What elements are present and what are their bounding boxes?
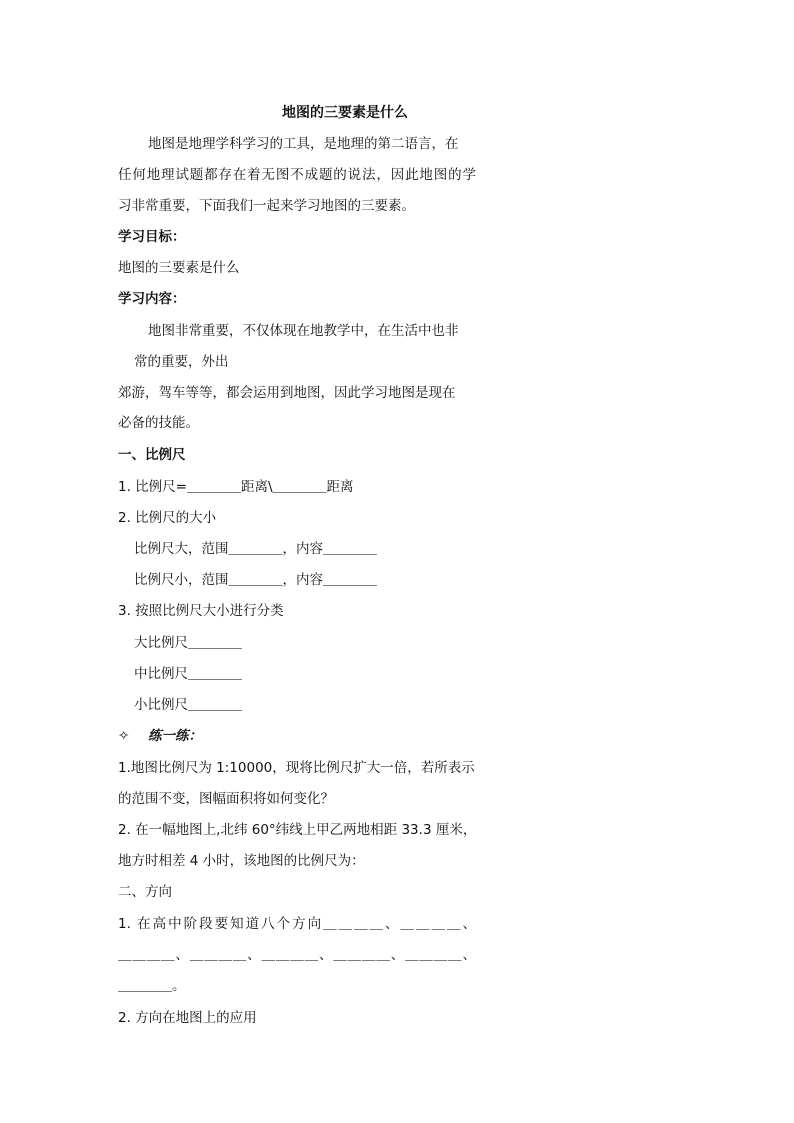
content-line-4: 必备的技能。 bbox=[118, 415, 199, 431]
intro-line-1: 地图是地理学科学习的工具，是地理的第二语言，在 bbox=[148, 136, 459, 152]
content-heading: 学习内容： bbox=[118, 291, 186, 307]
direction-line-4: 2. 方向在地图上的应用 bbox=[118, 1010, 257, 1026]
direction-line-1: 1. 在高中阶段要知道八个方向＿＿＿＿、＿＿＿＿、 bbox=[118, 916, 476, 932]
practice-heading bbox=[118, 726, 202, 746]
practice-label: 练一练： bbox=[148, 728, 202, 744]
document-title: 地图的三要素是什么 bbox=[282, 105, 408, 121]
scale-item-size: 2. 比例尺的大小 bbox=[118, 510, 217, 526]
scale-small-line: 比例尺小，范围＿＿＿＿，内容＿＿＿＿ bbox=[134, 572, 377, 588]
direction-line-2: ＿＿＿＿、＿＿＿＿、＿＿＿＿、＿＿＿＿、＿＿＿＿、 bbox=[118, 947, 476, 963]
content-line-1: 地图非常重要，不仅体现在地教学中，在生活中也非 bbox=[148, 323, 459, 339]
content-line-3: 郊游，驾车等等，都会运用到地图，因此学习地图是现在 bbox=[118, 385, 456, 401]
scale-large-line: 比例尺大，范围＿＿＿＿，内容＿＿＿＿ bbox=[134, 541, 377, 557]
intro-line-3: 习非常重要，下面我们一起来学习地图的三要素。 bbox=[118, 198, 415, 214]
goal-text: 地图的三要素是什么 bbox=[118, 260, 240, 276]
goal-heading: 学习目标： bbox=[118, 229, 186, 245]
content-line-2: 常的重要，外出 bbox=[134, 354, 229, 370]
practice-q2-line-1: 2. 在一幅地图上,北纬 60°纬线上甲乙两地相距 33.3 厘米， bbox=[118, 822, 477, 838]
practice-q1-line-1: 1.地图比例尺为 1:10000，现将比例尺扩大一倍，若所表示 bbox=[118, 760, 475, 776]
scale-item-classify: 3. 按照比例尺大小进行分类 bbox=[118, 603, 284, 619]
practice-q2-line-2: 地方时相差 4 小时，该地图的比例尺为： bbox=[118, 853, 365, 869]
diamond-star-icon: ✧ bbox=[118, 728, 130, 744]
direction-section-heading: 二、方向 bbox=[118, 884, 172, 900]
scale-class-small: 小比例尺＿＿＿＿ bbox=[134, 697, 242, 713]
direction-line-3: ＿＿＿＿。 bbox=[118, 978, 186, 994]
scale-section-heading: 一、比例尺 bbox=[118, 447, 186, 463]
scale-class-large: 大比例尺＿＿＿＿ bbox=[134, 635, 242, 651]
intro-line-2: 任何地理试题都存在着无图不成题的说法，因此地图的学 bbox=[118, 167, 476, 183]
scale-item-formula: 1. 比例尺=＿＿＿＿距离\＿＿＿＿距离 bbox=[118, 479, 354, 495]
scale-class-medium: 中比例尺＿＿＿＿ bbox=[134, 666, 242, 682]
practice-q1-line-2: 的范围不变，图幅面积将如何变化？ bbox=[118, 791, 334, 807]
